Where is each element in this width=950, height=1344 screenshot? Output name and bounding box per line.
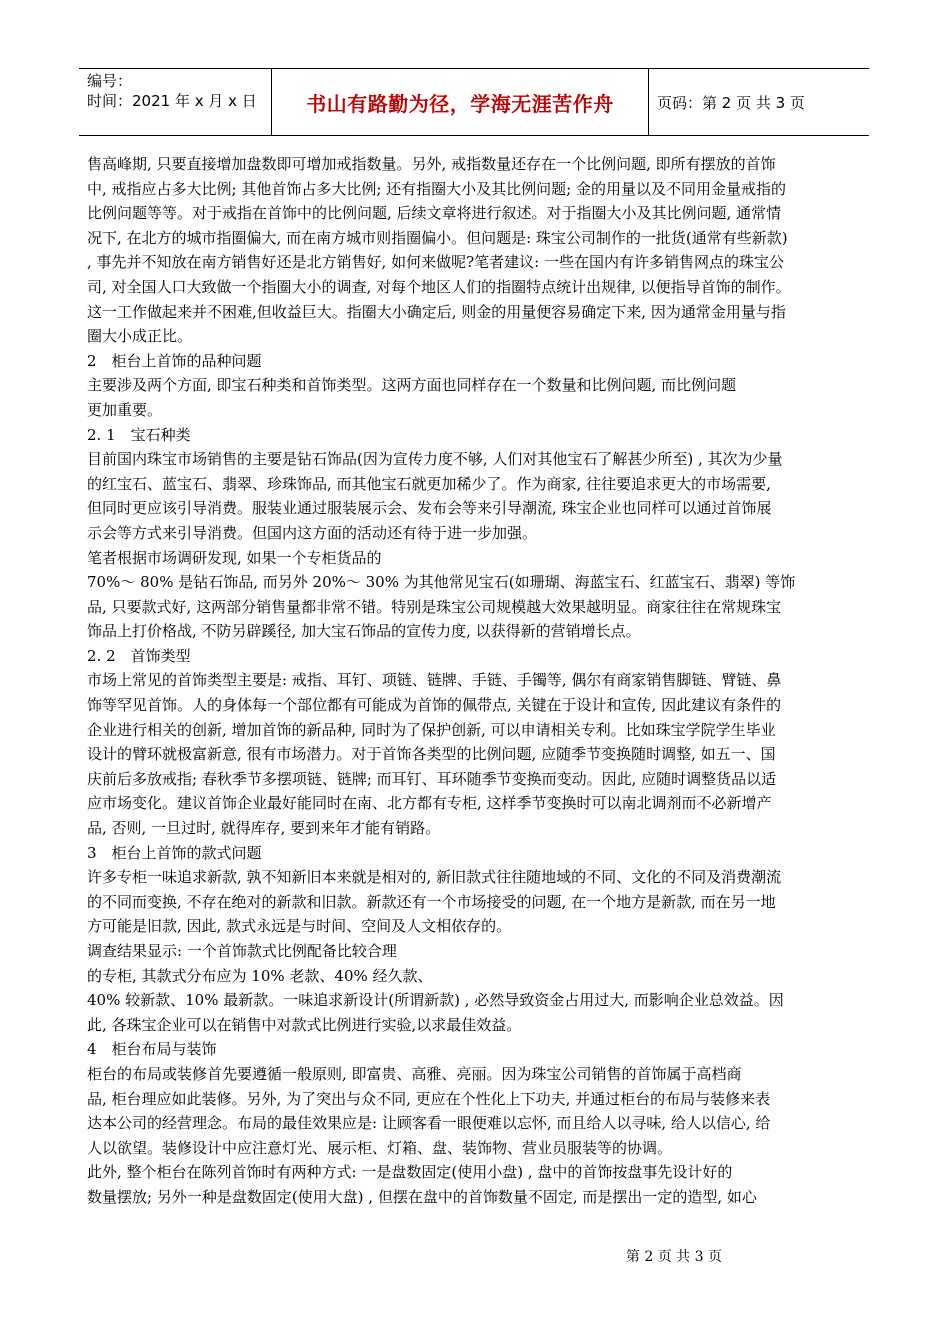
body-line: 数量摆放; 另外一种是盘数固定(使用大盘) , 但摆在盘中的首饰数量不固定, 而是摆出一定的造型, 如心	[87, 1187, 757, 1206]
body-line: 此外, 整个柜台在陈列首饰时有两种方式: 一是盘数固定(使用小盘) , 盘中的首饰按盘事先设计好的	[87, 1163, 733, 1182]
body-line: 的不同而变换, 不存在绝对的新款和旧款。新款还有一个市场接受的问题, 在一个地方是新款, 而在另一地	[87, 892, 776, 911]
body-line: 这一工作做起来并不困难,但收益巨大。指圈大小确定后, 则金的用量便容易确定下来, 因为通常金用量与指	[87, 302, 786, 321]
document-number-label: 编号：	[87, 72, 133, 90]
body-line: 笔者根据市场调研发现, 如果一个专柜货品的	[87, 548, 382, 567]
body-line: 柜台的布局或装修首先要遵循一般原则, 即富贵、高雅、亮丽。因为珠宝公司销售的首饰属于高档商	[87, 1064, 742, 1083]
body-line: 企业进行相关的创新, 增加首饰的新品种, 同时为了保护创新, 可以申请相关专利。比如珠宝学院学生毕业	[87, 720, 776, 739]
body-line: 司, 对全国人口大致做一个指圈大小的调查, 对每个地区人们的指圈特点统计出规律, 以便指导首饰的制作。	[87, 277, 791, 296]
body-line: 达本公司的经营理念。布局的最佳效果应是: 让顾客看一眼便难以忘怀, 而且给人以寻味, 给人以信心, 给	[87, 1114, 771, 1133]
body-line: 的红宝石、蓝宝石、翡翠、珍珠饰品, 而其他宝石就更加稀少了。作为商家, 往往要追求更大的市场需要,	[87, 474, 771, 493]
body-line: 40% 较新款、10% 最新款。一味追求新设计(所谓新款) , 必然导致资金占用过大, 而影响企业总效益。因	[87, 991, 784, 1010]
body-line: 但同时更应该引导消费。服装业通过服装展示会、发布会等来引导潮流, 珠宝企业也同样可以通过首饰展	[87, 499, 772, 518]
body-line: 2 柜台上首饰的品种问题	[87, 351, 262, 370]
body-line: 圈大小成正比。	[87, 327, 193, 346]
body-line: 人以欲望。装修设计中应注意灯光、展示柜、灯箱、盘、装饰物、营业员服装等的协调。	[87, 1138, 673, 1157]
body-line: 品, 柜台理应如此装修。另外, 为了突出与众不同, 更应在个性化上下功夫, 并通过柜台的布局与装修来表	[87, 1089, 771, 1108]
body-line: 4 柜台布局与装饰	[87, 1040, 217, 1059]
body-line: 品, 只要款式好, 这两部分销售量都非常不错。特别是珠宝公司规模越大效果越明显。商家往往在常规珠宝	[87, 597, 782, 616]
body-line: 比例问题等等。对于戒指在首饰中的比例问题, 后续文章将进行叙述。对于指圈大小及其比例问题, 通常情	[87, 204, 782, 223]
body-line: 市场上常见的首饰类型主要是: 戒指、耳钉、项链、链牌、手链、手镯等, 偶尔有商家销售脚链、臂链、鼻	[87, 671, 782, 690]
body-line: 更加重要。	[87, 400, 163, 419]
body-line: 中, 戒指应占多大比例; 其他首饰占多大比例; 还有指圈大小及其比例问题; 金的用量以及不同用金量戒指的	[87, 179, 787, 198]
body-line: 3 柜台上首饰的款式问题	[87, 843, 262, 862]
body-line: 方可能是旧款, 因此, 款式永远是与时间、空间及人文相依存的。	[87, 917, 512, 936]
header-page-number: 页码：第 2 页 共 3 页	[657, 93, 805, 112]
body-line: 此, 各珠宝企业可以在销售中对款式比例进行实验,以求最佳效益。	[87, 1015, 522, 1034]
document-body	[87, 152, 867, 1210]
body-line: 饰品上打价格战, 不防另辟蹊径, 加大宝石饰品的宣传力度, 以获得新的营销增长点。	[87, 622, 641, 641]
body-line: 示会等方式来引导消费。但国内这方面的活动还有待于进一步加强。	[87, 523, 538, 542]
body-line: 况下, 在北方的城市指圈偏大, 而在南方城市则指圈偏小。但问题是: 珠宝公司制作的一批货(通常有些新款)	[87, 228, 788, 247]
body-line: 售高峰期, 只要直接增加盘数即可增加戒指数量。另外, 戒指数量还存在一个比例问题, 即所有摆放的首饰	[87, 155, 776, 173]
body-line: 2. 2 首饰类型	[87, 646, 191, 665]
body-line: 70%～ 80% 是钻石饰品, 而另外 20%～ 30% 为其他常见宝石(如珊瑚、海蓝宝石、红蓝宝石、翡翠) 等饰	[87, 573, 796, 592]
header-motto: 书山有路勤为径，学海无涯苦作舟	[306, 91, 614, 116]
document-date: 时间：2021 年 x 月 x 日	[87, 92, 257, 110]
page-header	[79, 68, 869, 136]
body-line: 许多专柜一味追求新款, 孰不知新旧本来就是相对的, 新旧款式往往随地域的不同、文化的不同及消费潮流	[87, 868, 782, 887]
body-line: 主要涉及两个方面, 即宝石种类和首饰类型。这两方面也同样存在一个数量和比例问题, 而比例问题	[87, 376, 737, 395]
body-line: , 事先并不知放在南方销售好还是北方销售好, 如何来做呢?笔者建议: 一些在国内有许多销售网点的珠宝公	[87, 253, 784, 272]
header-meta	[79, 69, 271, 135]
page-footer: 第 2 页 共 3 页	[625, 1249, 722, 1265]
body-line: 庆前后多放戒指; 春秋季节多摆项链、链牌; 而耳钉、耳环随季节变换而变动。因此, 应随时调整货品以适	[87, 769, 777, 788]
body-line: 的专柜, 其款式分布应为 10% 老款、40% 经久款、	[87, 966, 433, 985]
body-line: 应市场变化。建议首饰企业最好能同时在南、北方都有专柜, 这样季节变换时可以南北调剂而不必新增产	[87, 794, 772, 813]
body-line: 2. 1 宝石种类	[87, 425, 191, 444]
body-line: 调查结果显示: 一个首饰款式比例配备比较合理	[87, 942, 397, 960]
header-motto-cell	[271, 69, 649, 135]
body-line: 目前国内珠宝市场销售的主要是钻石饰品(因为宣传力度不够, 人们对其他宝石了解甚少所至) , 其次为少量	[87, 450, 783, 469]
body-line: 饰等罕见首饰。人的身体每一个部位都有可能成为首饰的佩带点, 关键在于设计和宣传, 因此建议有条件的	[87, 696, 782, 715]
header-page-info	[649, 69, 869, 135]
body-line: 设计的臂环就极富新意, 很有市场潜力。对于首饰各类型的比例问题, 应随季节变换随时调整, 如五一、国	[87, 745, 776, 764]
body-line: 品, 否则, 一旦过时, 就得库存, 要到来年才能有销路。	[87, 819, 441, 838]
